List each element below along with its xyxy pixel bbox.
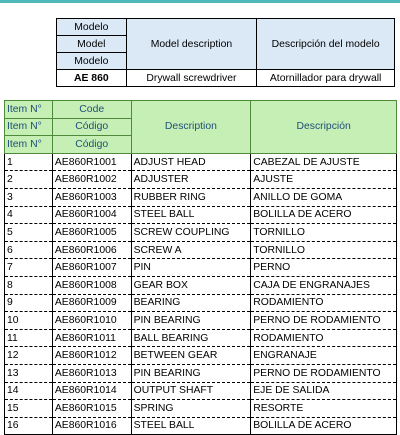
part-description-es: CAJA DE ENGRANAJES: [251, 276, 397, 294]
codigo-header: Código: [52, 118, 131, 136]
part-description-es: RESORTE: [251, 400, 397, 418]
model-description-en: Drywall screwdriver: [126, 70, 257, 87]
part-code: AE860R1009: [52, 294, 131, 312]
table-row: [5, 188, 397, 206]
part-description-en: PIN: [131, 259, 251, 277]
part-code: AE860R1001: [52, 153, 131, 171]
code-header: Code: [52, 101, 131, 119]
item-number: 1: [5, 153, 53, 171]
table-row: [5, 329, 397, 347]
table-row: [5, 153, 397, 171]
part-code: AE860R1010: [52, 312, 131, 330]
part-description-es: PERNO DE RODAMIENTO: [251, 312, 397, 330]
part-description-en: ADJUSTER: [131, 171, 251, 189]
part-code: AE860R1002: [52, 171, 131, 189]
part-code: AE860R1011: [52, 329, 131, 347]
item-number: 15: [5, 400, 53, 418]
item-number: 14: [5, 382, 53, 400]
part-description-es: TORNILLO: [251, 224, 397, 242]
description-header: Description: [131, 101, 251, 154]
model-label: Model: [57, 36, 127, 53]
part-description-en: SPRING: [131, 400, 251, 418]
descripcion-modelo-header: Descripción del modelo: [257, 19, 395, 70]
part-description-es: EJE DE SALIDA: [251, 382, 397, 400]
part-description-es: RODAMIENTO: [251, 329, 397, 347]
modelo-label: Modelo: [57, 19, 127, 36]
item-header-3: Item N°: [5, 136, 53, 154]
table-row: [5, 312, 397, 330]
part-description-es: TORNILLO: [251, 241, 397, 259]
part-description-es: ENGRANAJE: [251, 347, 397, 365]
table-row: [5, 364, 397, 382]
table-row: [5, 417, 397, 435]
table-row: [5, 294, 397, 312]
part-description-es: PERNO DE RODAMIENTO: [251, 364, 397, 382]
table-row: [5, 276, 397, 294]
part-description-es: ANILLO DE GOMA: [251, 188, 397, 206]
table-row: [5, 171, 397, 189]
part-code: AE860R1004: [52, 206, 131, 224]
item-number: 9: [5, 294, 53, 312]
table-row: [5, 382, 397, 400]
part-description-en: PIN BEARING: [131, 364, 251, 382]
table-row: [5, 224, 397, 242]
item-header: Item N°: [5, 101, 53, 119]
part-code: AE860R1015: [52, 400, 131, 418]
part-description-es: BOLILLA DE ACERO: [251, 417, 397, 435]
part-code: AE860R1007: [52, 259, 131, 277]
part-description-en: OUTPUT SHAFT: [131, 382, 251, 400]
model-code: AE 860: [57, 70, 127, 87]
item-number: 11: [5, 329, 53, 347]
part-code: AE860R1014: [52, 382, 131, 400]
part-description-en: STEEL BALL: [131, 417, 251, 435]
part-description-en: BEARING: [131, 294, 251, 312]
codigo-header-2: Código: [52, 136, 131, 154]
part-description-en: SCREW A: [131, 241, 251, 259]
table-row: [5, 206, 397, 224]
model-description-es: Atornillador para drywall: [257, 70, 395, 87]
part-code: AE860R1005: [52, 224, 131, 242]
parts-table: [4, 100, 397, 435]
item-number: 10: [5, 312, 53, 330]
model-table: [56, 18, 395, 87]
part-description-en: GEAR BOX: [131, 276, 251, 294]
table-row: [5, 241, 397, 259]
item-number: 5: [5, 224, 53, 242]
model-description-header: Model description: [126, 19, 257, 70]
item-number: 7: [5, 259, 53, 277]
part-description-en: RUBBER RING: [131, 188, 251, 206]
part-code: AE860R1008: [52, 276, 131, 294]
part-code: AE860R1012: [52, 347, 131, 365]
part-code: AE860R1016: [52, 417, 131, 435]
part-description-en: STEEL BALL: [131, 206, 251, 224]
part-description-es: AJUSTE: [251, 171, 397, 189]
item-number: 16: [5, 417, 53, 435]
part-description-en: PIN BEARING: [131, 312, 251, 330]
item-number: 8: [5, 276, 53, 294]
part-code: AE860R1006: [52, 241, 131, 259]
table-row: [5, 347, 397, 365]
item-number: 6: [5, 241, 53, 259]
part-description-en: BETWEEN GEAR: [131, 347, 251, 365]
parts-list: [5, 153, 397, 435]
part-description-es: BOLILLA DE ACERO: [251, 206, 397, 224]
part-description-en: SCREW COUPLING: [131, 224, 251, 242]
part-description-en: ADJUST HEAD: [131, 153, 251, 171]
item-number: 12: [5, 347, 53, 365]
part-description-en: BALL BEARING: [131, 329, 251, 347]
item-number: 4: [5, 206, 53, 224]
part-description-es: CABEZAL DE AJUSTE: [251, 153, 397, 171]
item-header-2: Item N°: [5, 118, 53, 136]
top-accent-line: [0, 0, 400, 3]
table-row: [5, 259, 397, 277]
part-code: AE860R1003: [52, 188, 131, 206]
table-row: [5, 400, 397, 418]
item-number: 2: [5, 171, 53, 189]
part-code: AE860R1013: [52, 364, 131, 382]
part-description-es: RODAMIENTO: [251, 294, 397, 312]
descripcion-header: Descripción: [251, 101, 397, 154]
item-number: 3: [5, 188, 53, 206]
modelo-label-2: Modelo: [57, 53, 127, 70]
item-number: 13: [5, 364, 53, 382]
part-description-es: PERNO: [251, 259, 397, 277]
